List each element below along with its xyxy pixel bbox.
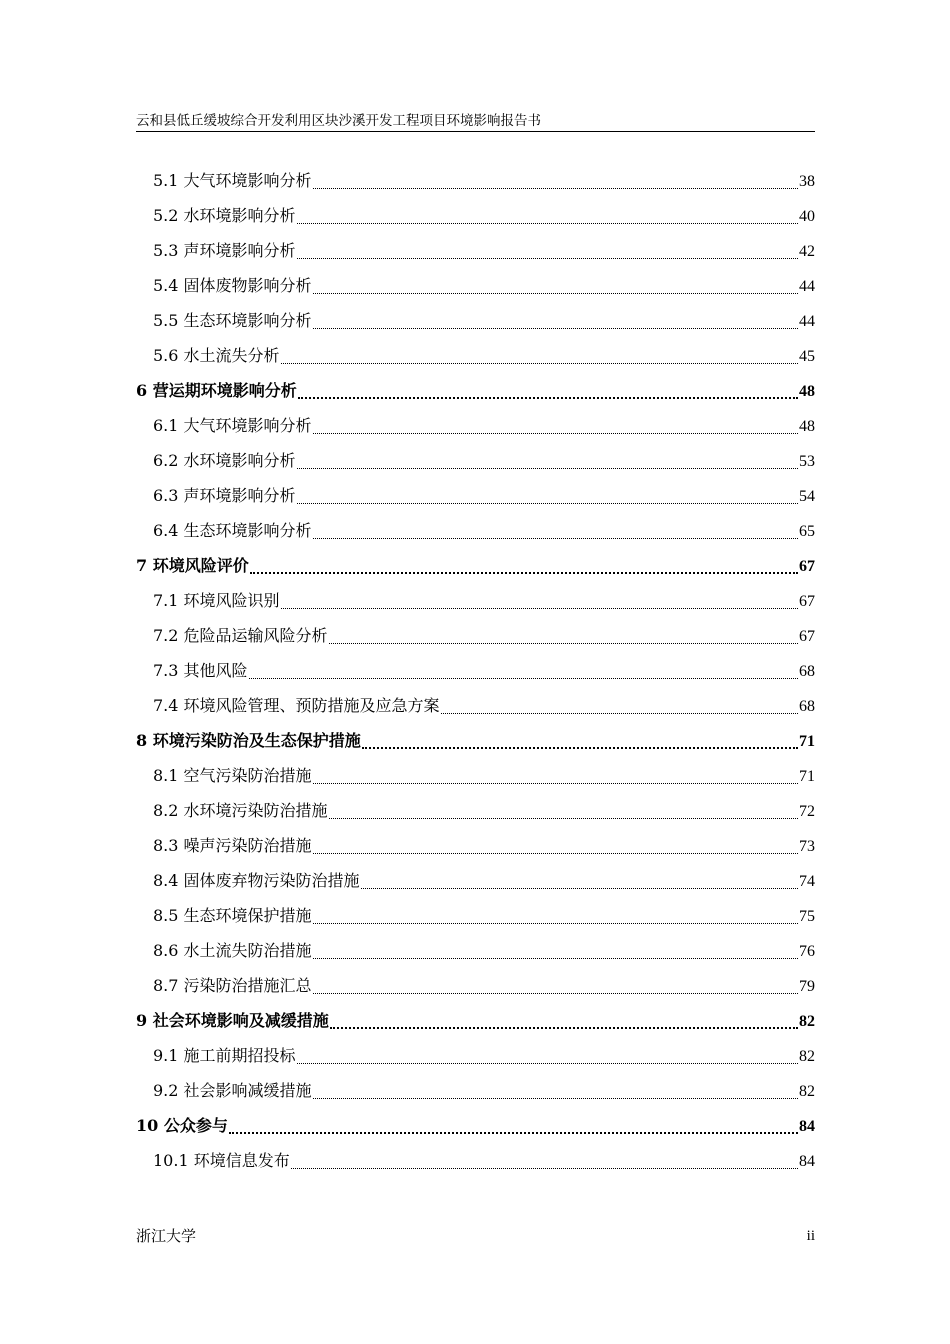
toc-entry-page: 82: [799, 1013, 815, 1030]
toc-entry-label: 9 社会环境影响及减缓措施: [136, 1011, 329, 1030]
toc-entry-label: 7.2 危险品运输风险分析: [153, 626, 328, 645]
toc-entry-label: 8.7 污染防治措施汇总: [153, 976, 312, 995]
toc-entry-label: 6.4 生态环境影响分析: [153, 521, 312, 540]
toc-section-entry[interactable]: [136, 408, 815, 443]
toc-dot-leader: [362, 746, 798, 749]
toc-section-entry[interactable]: [136, 758, 815, 793]
toc-entry-page: 75: [799, 908, 815, 925]
toc-dot-leader: [297, 222, 798, 224]
toc-entry-page: 44: [799, 278, 815, 295]
toc-entry-page: 48: [799, 418, 815, 435]
toc-dot-leader: [298, 396, 798, 399]
toc-section-entry[interactable]: [136, 898, 815, 933]
toc-entry-label: 5.6 水土流失分析: [153, 346, 280, 365]
toc-chapter-entry[interactable]: [136, 548, 815, 583]
toc-entry-label: 8.3 噪声污染防治措施: [153, 836, 312, 855]
toc-dot-leader: [249, 677, 798, 679]
toc-entry-label: 8.6 水土流失防治措施: [153, 941, 312, 960]
footer-page-number: ii: [806, 1228, 815, 1244]
toc-dot-leader: [313, 992, 798, 994]
toc-section-entry[interactable]: [136, 933, 815, 968]
toc-entry-page: 73: [799, 838, 815, 855]
toc-dot-leader: [313, 292, 798, 294]
toc-dot-leader: [297, 1062, 798, 1064]
toc-entry-page: 79: [799, 978, 815, 995]
toc-section-entry[interactable]: [136, 303, 815, 338]
toc-entry-page: 68: [799, 698, 815, 715]
toc-section-entry[interactable]: [136, 1143, 815, 1178]
toc-entry-label: 7.4 环境风险管理、预防措施及应急方案: [153, 696, 440, 715]
toc-dot-leader: [313, 852, 798, 854]
toc-dot-leader: [313, 782, 798, 784]
toc-entry-label: 8.5 生态环境保护措施: [153, 906, 312, 925]
toc-dot-leader: [313, 1097, 798, 1099]
toc-entry-page: 48: [799, 383, 815, 400]
document-title: 云和县低丘缓坡综合开发利用区块沙溪开发工程项目环境影响报告书: [136, 113, 541, 129]
toc-chapter-entry[interactable]: [136, 1003, 815, 1038]
toc-dot-leader: [281, 362, 798, 364]
toc-entry-page: 71: [799, 733, 815, 750]
toc-entry-page: 76: [799, 943, 815, 960]
toc-entry-label: 8.1 空气污染防治措施: [153, 766, 312, 785]
toc-section-entry[interactable]: [136, 513, 815, 548]
toc-section-entry[interactable]: [136, 618, 815, 653]
toc-entry-page: 68: [799, 663, 815, 680]
toc-entry-label: 6.3 声环境影响分析: [153, 486, 296, 505]
toc-entry-label: 5.2 水环境影响分析: [153, 206, 296, 225]
page-footer: [136, 1226, 815, 1246]
toc-section-entry[interactable]: [136, 863, 815, 898]
toc-section-entry[interactable]: [136, 828, 815, 863]
toc-dot-leader: [329, 817, 798, 819]
toc-entry-label: 6.1 大气环境影响分析: [153, 416, 312, 435]
toc-entry-page: 42: [799, 243, 815, 260]
toc-section-entry[interactable]: [136, 793, 815, 828]
toc-entry-label: 9.1 施工前期招投标: [153, 1046, 296, 1065]
toc-entry-label: 10 公众参与: [136, 1116, 228, 1135]
toc-section-entry[interactable]: [136, 478, 815, 513]
toc-dot-leader: [313, 327, 798, 329]
toc-entry-page: 40: [799, 208, 815, 225]
toc-entry-label: 5.5 生态环境影响分析: [153, 311, 312, 330]
toc-section-entry[interactable]: [136, 1038, 815, 1073]
toc-dot-leader: [297, 467, 798, 469]
toc-entry-label: 7.1 环境风险识别: [153, 591, 280, 610]
toc-entry-label: 5.4 固体废物影响分析: [153, 276, 312, 295]
toc-dot-leader: [313, 922, 798, 924]
toc-chapter-entry[interactable]: [136, 1108, 815, 1143]
toc-dot-leader: [313, 187, 798, 189]
toc-entry-page: 45: [799, 348, 815, 365]
toc-entry-label: 5.1 大气环境影响分析: [153, 171, 312, 190]
toc-section-entry[interactable]: [136, 268, 815, 303]
toc-dot-leader: [313, 957, 798, 959]
toc-dot-leader: [291, 1167, 798, 1169]
toc-chapter-entry[interactable]: [136, 373, 815, 408]
toc-entry-page: 84: [799, 1118, 815, 1135]
toc-section-entry[interactable]: [136, 1073, 815, 1108]
toc-entry-page: 72: [799, 803, 815, 820]
toc-dot-leader: [229, 1131, 798, 1134]
toc-dot-leader: [313, 537, 798, 539]
toc-dot-leader: [441, 712, 798, 714]
toc-entry-label: 8 环境污染防治及生态保护措施: [136, 731, 361, 750]
toc-entry-page: 38: [799, 173, 815, 190]
toc-section-entry[interactable]: [136, 443, 815, 478]
toc-entry-page: 67: [799, 628, 815, 645]
toc-entry-label: 5.3 声环境影响分析: [153, 241, 296, 260]
toc-entry-label: 6 营运期环境影响分析: [136, 381, 297, 400]
toc-entry-page: 53: [799, 453, 815, 470]
table-of-contents: [136, 163, 815, 1178]
toc-dot-leader: [313, 432, 798, 434]
toc-entry-page: 74: [799, 873, 815, 890]
toc-dot-leader: [330, 1026, 798, 1029]
toc-chapter-entry[interactable]: [136, 723, 815, 758]
toc-entry-page: 67: [799, 558, 815, 575]
toc-entry-page: 44: [799, 313, 815, 330]
toc-section-entry[interactable]: [136, 198, 815, 233]
toc-section-entry[interactable]: [136, 583, 815, 618]
toc-entry-page: 71: [799, 768, 815, 785]
toc-entry-page: 54: [799, 488, 815, 505]
toc-entry-label: 8.2 水环境污染防治措施: [153, 801, 328, 820]
toc-entry-page: 84: [799, 1153, 815, 1170]
toc-dot-leader: [361, 887, 798, 889]
toc-entry-page: 65: [799, 523, 815, 540]
toc-section-entry[interactable]: [136, 163, 815, 198]
toc-dot-leader: [250, 571, 798, 574]
toc-entry-label: 10.1 环境信息发布: [153, 1151, 290, 1170]
page-header: [136, 112, 815, 132]
toc-dot-leader: [329, 642, 798, 644]
footer-organization: 浙江大学: [136, 1227, 197, 1245]
toc-section-entry[interactable]: [136, 688, 815, 723]
toc-dot-leader: [297, 502, 798, 504]
toc-entry-page: 67: [799, 593, 815, 610]
toc-section-entry[interactable]: [136, 233, 815, 268]
toc-entry-page: 82: [799, 1083, 815, 1100]
toc-entry-page: 82: [799, 1048, 815, 1065]
toc-dot-leader: [297, 257, 798, 259]
toc-entry-label: 9.2 社会影响减缓措施: [153, 1081, 312, 1100]
toc-section-entry[interactable]: [136, 968, 815, 1003]
toc-section-entry[interactable]: [136, 653, 815, 688]
toc-entry-label: 6.2 水环境影响分析: [153, 451, 296, 470]
toc-dot-leader: [281, 607, 798, 609]
toc-entry-label: 8.4 固体废弃物污染防治措施: [153, 871, 360, 890]
toc-entry-label: 7.3 其他风险: [153, 661, 248, 680]
toc-section-entry[interactable]: [136, 338, 815, 373]
toc-entry-label: 7 环境风险评价: [136, 556, 249, 575]
